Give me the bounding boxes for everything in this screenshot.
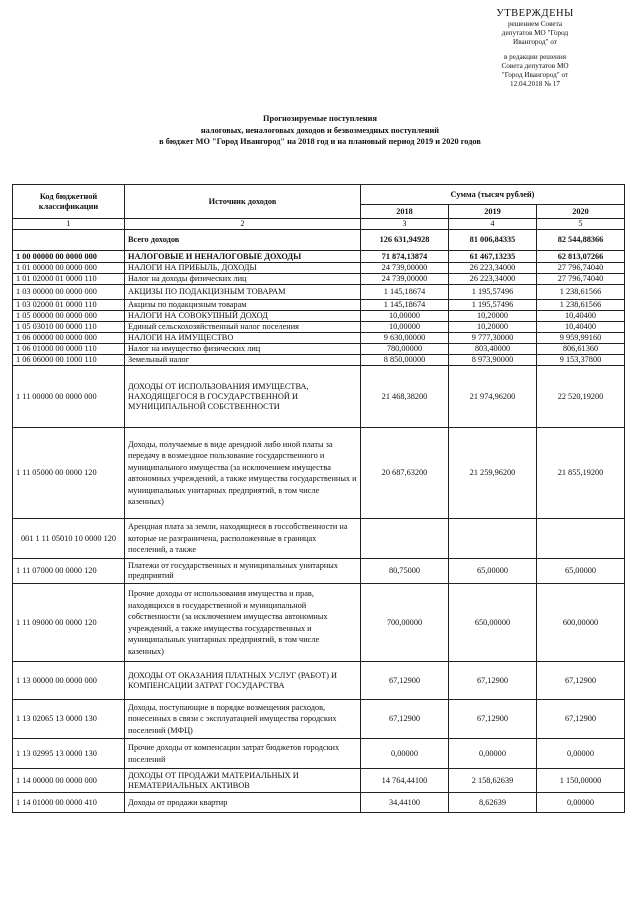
table-row: 1 03 00000 00 0000 000 АКЦИЗЫ ПО ПОДАКЦИЗНЫМ ТОВАРАМ 1 145,18674 1 195,57496 1 238,61566 [13,285,625,300]
table-row: 1 01 02000 01 0000 110 Налог на доходы физических лиц 24 739,00000 26 223,34000 27 796,74040 [13,274,625,285]
column-index: 2 [125,219,361,230]
approval-stamp [450,8,620,89]
approval-line: решением Совета [507,20,563,28]
approval-line: Ивангород" от [513,38,557,47]
header-year-2018: 2018 [361,205,449,219]
column-index: 5 [537,219,625,230]
column-index: 1 [13,219,125,230]
title-line-2: налоговых, неналоговых доходов и безвозмездных поступлений [200,125,440,135]
edition-line: "Город Ивангород" от [501,71,569,80]
document-title [40,113,600,148]
table-row: 1 13 02995 13 0000 130 Прочие доходы от компенсации затрат бюджетов городских поселений 0,00000 0,00000 0,00000 [13,739,625,769]
table-row: 1 11 05000 00 0000 120 Доходы, получаемые в виде арендной либо иной платы за передачу в возмездное пользование государственного и муниципального имущества (за исключением имущества автономных учреждений, а также имущества государственных и муниципальных унитарных предприятий, в том числе казенных) 20 687,63200 21 259,96200 21 855,19200 [13,428,625,519]
table-row: 1 05 00000 00 0000 000 НАЛОГИ НА СОВОКУПНЫЙ ДОХОД 10,00000 10,20000 10,40400 [13,311,625,322]
header-sum: Сумма (тысяч рублей) [361,185,625,205]
table-row: 1 14 00000 00 0000 000 ДОХОДЫ ОТ ПРОДАЖИ МАТЕРИАЛЬНЫХ И НЕМАТЕРИАЛЬНЫХ АКТИВОВ 14 764,44100 2 158,62639 1 150,00000 [13,769,625,793]
table-row: 1 00 00000 00 0000 000 НАЛОГОВЫЕ И НЕНАЛОГОВЫЕ ДОХОДЫ 71 874,13874 61 467,13235 62 813,07266 [13,251,625,263]
header-year-2020: 2020 [537,205,625,219]
table-row: Всего доходов 126 631,94928 81 006,84335 82 544,88366 [13,230,625,251]
header-source: Источник доходов [125,185,361,219]
table-row: 1 14 01000 00 0000 410 Доходы от продажи квартир 34,44100 8,62639 0,00000 [13,793,625,813]
approval-line: депутатов МО "Город [501,29,569,38]
table-row: 1 06 01000 00 0000 110 Налог на имущество физических лиц 780,00000 803,40000 806,61360 [13,344,625,355]
edition-line: в редакции решения [503,52,567,61]
table-row: 1 11 00000 00 0000 000 ДОХОДЫ ОТ ИСПОЛЬЗОВАНИЯ ИМУЩЕСТВА, НАХОДЯЩЕГОСЯ В ГОСУДАРСТВЕННОЙ И МУНИЦИПАЛЬНОЙ СОБСТВЕННОСТИ 21 468,38200 21 974,96200 22 520,19200 [13,366,625,428]
table-row: 1 06 00000 00 0000 000 НАЛОГИ НА ИМУЩЕСТВО 9 630,00000 9 777,30000 9 959,99160 [13,333,625,344]
approval-heading: УТВЕРЖДЕНЫ [496,8,574,19]
revenue-table [12,184,625,813]
table-row: 1 11 09000 00 0000 120 Прочие доходы от использования имущества и прав, находящихся в государственной и муниципальной собственности (за исключением имущества автономных учреждений, а также имущества государственных и муниципальных унитарных предприятий, в том числе казенных) 700,00000 650,00000 600,00000 [13,584,625,662]
column-index: 3 [361,219,449,230]
title-line-1: Прогнозируемые поступления [263,114,377,123]
edition-line: 12.04.2018 № 17 [510,80,560,89]
table-row: 1 06 06000 00 1000 110 Земельный налог 8 850,00000 8 973,90000 9 153,37800 [13,355,625,366]
table-row: 001 1 11 05010 10 0000 120 Арендная плата за земли, находящиеся в госсобственности на которые не разграничена, расположенные в границах поселений, а также [13,519,625,559]
table-row: 1 13 02065 13 0000 130 Доходы, поступающие в порядке возмещения расходов, понесенных в связи с эксплуатацией имущества городских поселений (МФЦ) 67,12900 67,12900 67,12900 [13,700,625,739]
table-row: 1 01 00000 00 0000 000 НАЛОГИ НА ПРИБЫЛЬ, ДОХОДЫ 24 739,00000 26 223,34000 27 796,74040 [13,263,625,274]
table-row: 1 05 03010 00 0000 110 Единый сельскохозяйственный налог поселения 10,00000 10,20000 10,40400 [13,322,625,333]
table-row: 1 11 07000 00 0000 120 Платежи от государственных и муниципальных унитарных предприятий 80,75000 65,00000 65,00000 [13,559,625,584]
header-code: Код бюджетной классификации [13,185,125,219]
header-year-2019: 2019 [449,205,537,219]
title-line-3: в бюджет МО "Город Ивангород" на 2018 год и на плановый период 2019 и 2020 годов [159,137,481,147]
table-row: 1 03 02000 01 0000 110 Акцизы по подакцизным товарам 1 145,18674 1 195,57496 1 238,61566 [13,300,625,311]
table-row: 1 13 00000 00 0000 000 ДОХОДЫ ОТ ОКАЗАНИЯ ПЛАТНЫХ УСЛУГ (РАБОТ) И КОМПЕНСАЦИИ ЗАТРАТ ГОСУДАРСТВА 67,12900 67,12900 67,12900 [13,662,625,700]
column-index: 4 [449,219,537,230]
edition-line: Совета депутатов МО [501,61,569,70]
